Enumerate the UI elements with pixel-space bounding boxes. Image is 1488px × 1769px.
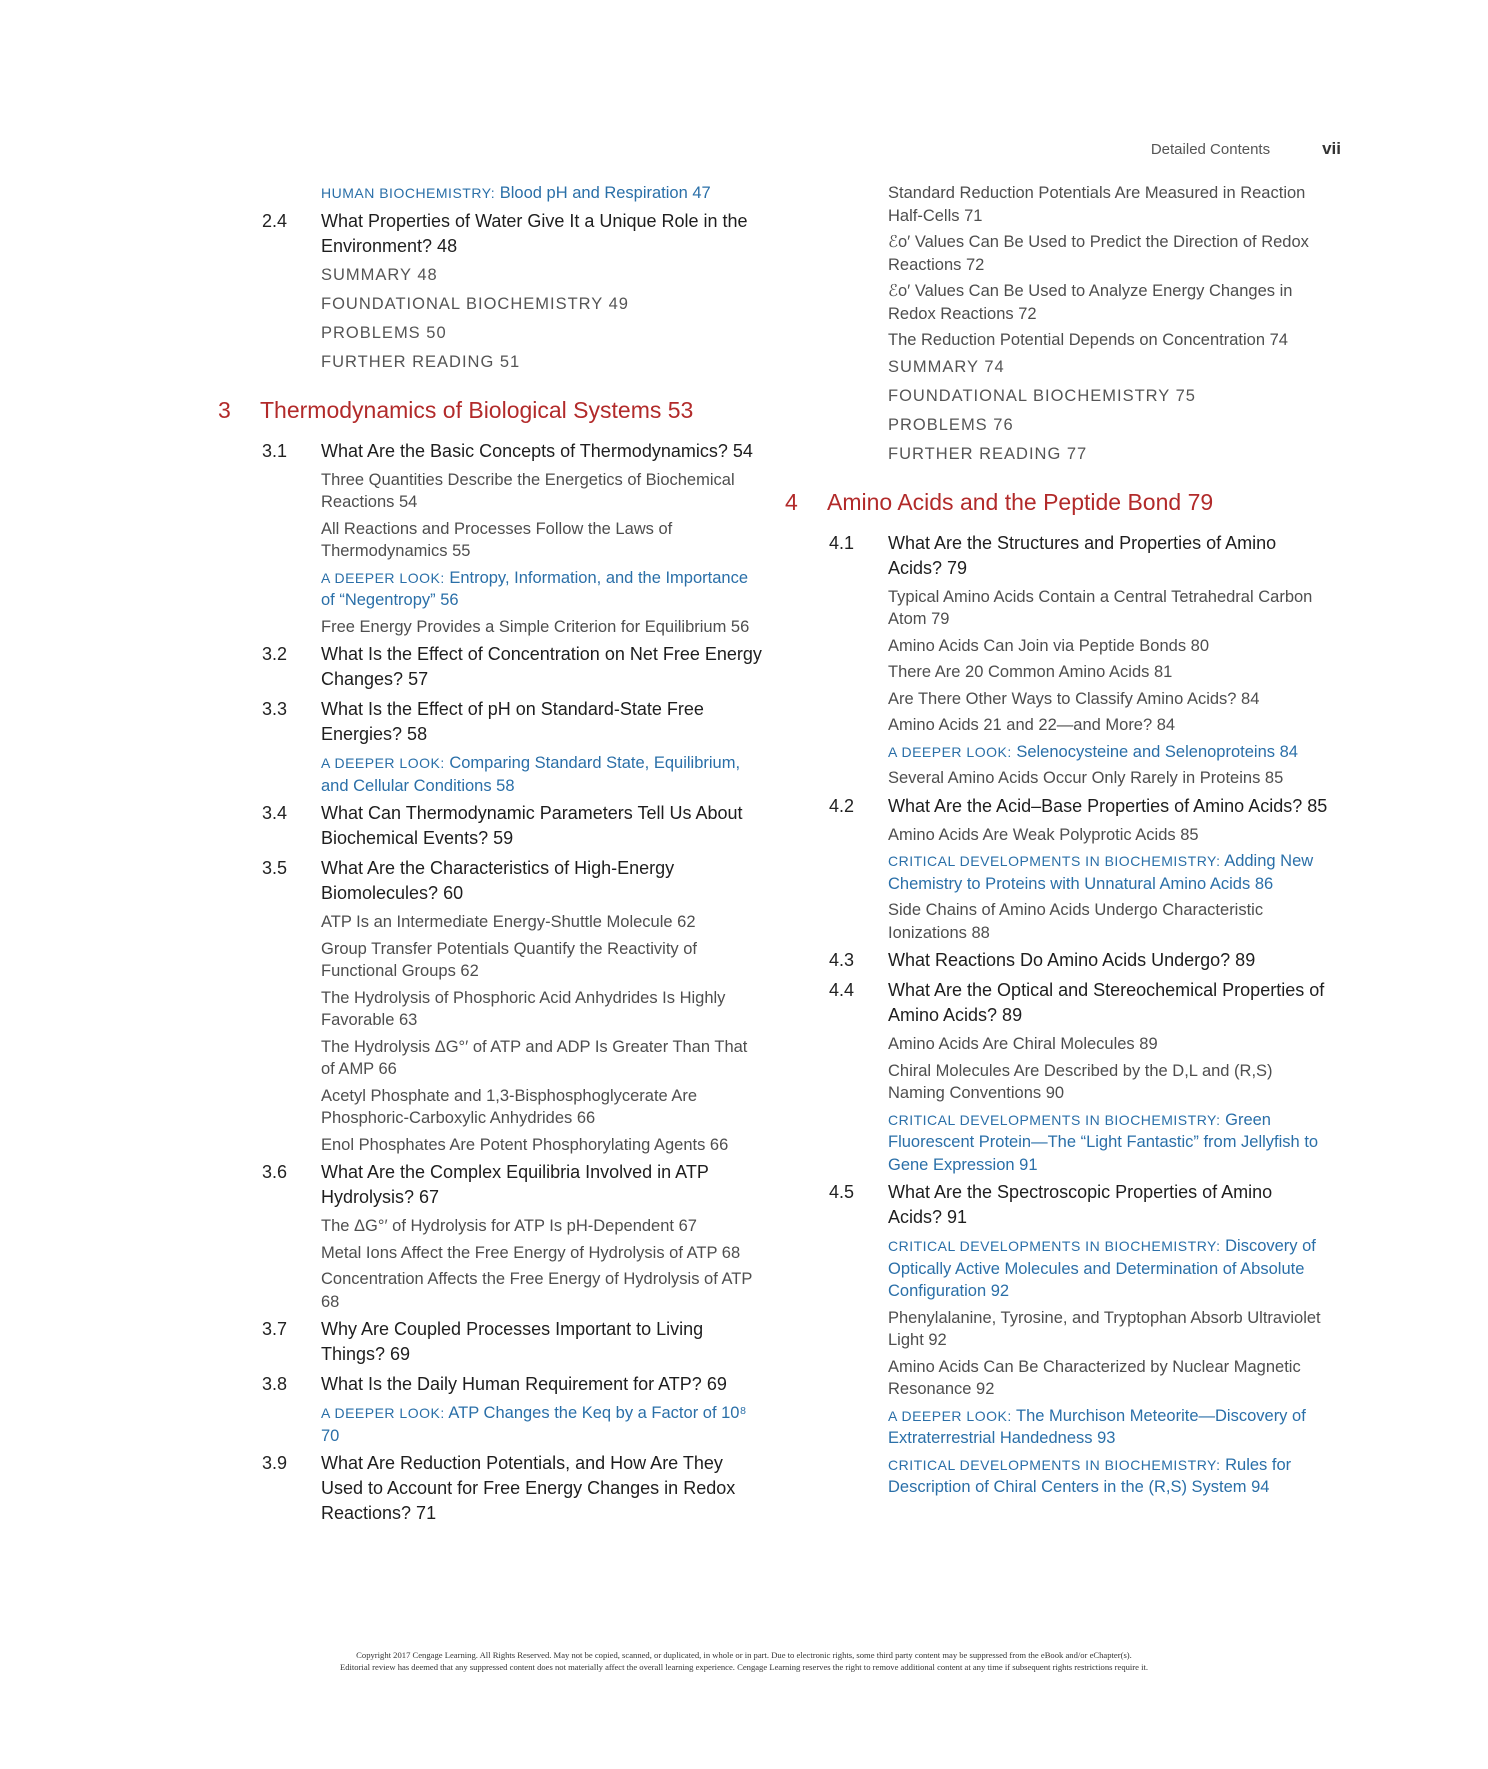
toc-feature-box <box>785 850 1330 895</box>
subsection-title: Concentration Affects the Free Energy of Hydrolysis of ATP 68 <box>321 1270 753 1311</box>
subsection-title: There Are 20 Common Amino Acids 81 <box>888 663 1173 681</box>
toc-subsection <box>218 1242 763 1265</box>
section-number: 3.5 <box>262 858 288 878</box>
section-title: What Are the Acid–Base Properties of Amino Acids? 85 <box>888 795 1328 816</box>
section-number: 3.4 <box>262 803 288 823</box>
section-number: 3.2 <box>262 644 288 664</box>
toc-feature-box <box>218 1402 763 1447</box>
toc-feature-box <box>218 567 763 612</box>
toc-section <box>218 1317 763 1367</box>
section-number: 3.3 <box>262 699 288 719</box>
subsection-title: All Reactions and Processes Follow the Laws of Thermodynamics 55 <box>321 519 673 560</box>
toc-subsection <box>218 469 763 514</box>
subsection-title: Free Energy Provides a Simple Criterion for Equilibrium 56 <box>321 617 750 636</box>
section-title: What Are the Complex Equilibria Involved in ATP Hydrolysis? 67 <box>321 1162 709 1207</box>
toc-subsection <box>218 1215 763 1238</box>
subsection-title: Amino Acids Can Join via Peptide Bonds 80 <box>888 636 1210 655</box>
copyright-line-2: Editorial review has deemed that any suppressed content does not materially affect the overall learning experience. Cengage Learning reserves the right to remove additional content at any time if subsequent rights restrictions require it. <box>339 1662 1149 1672</box>
subsection-title: Metal Ions Affect the Free Energy of Hydrolysis of ATP 68 <box>321 1243 741 1262</box>
toc-section <box>218 1160 763 1210</box>
toc-subsection <box>218 987 763 1032</box>
page-number: vii <box>1322 139 1341 158</box>
section-number: 3.9 <box>262 1453 288 1473</box>
subsection-title: ATP Is an Intermediate Energy-Shuttle Molecule 62 <box>321 913 696 931</box>
toc-end-matter <box>785 443 1330 465</box>
feature-box-entry <box>888 850 1330 895</box>
feature-box-title: Entropy, Information, and the Importance of “Negentropy” 56 <box>321 568 749 609</box>
subsection-title: Several Amino Acids Occur Only Rarely in Proteins 85 <box>888 769 1284 787</box>
section-title: What Are the Spectroscopic Properties of Amino Acids? 91 <box>888 1182 1273 1227</box>
feature-box-title: Comparing Standard State, Equilibrium, and Cellular Conditions 58 <box>321 754 741 795</box>
toc-subsection <box>785 1060 1330 1105</box>
feature-box-title: Selenocysteine and Selenoproteins 84 <box>1016 742 1298 761</box>
toc-feature-box <box>218 182 763 205</box>
copyright-footer <box>0 1649 1488 1673</box>
section-title: What Are the Structures and Properties of Amino Acids? 79 <box>888 532 1277 578</box>
feature-box-entry <box>321 752 763 797</box>
subsection-title: The Hydrolysis ΔG°′ of ATP and ADP Is Greater Than That of AMP 66 <box>321 1037 748 1078</box>
toc-subsection <box>785 714 1330 737</box>
toc-end-matter <box>218 322 763 344</box>
subsection-title: Typical Amino Acids Contain a Central Tetrahedral Carbon Atom 79 <box>888 587 1313 628</box>
feature-box-label: CRITICAL DEVELOPMENTS IN BIOCHEMISTRY: <box>888 1111 1221 1128</box>
subsection-title: Amino Acids Are Chiral Molecules 89 <box>888 1035 1158 1053</box>
toc-end-matter <box>785 385 1330 407</box>
subsection-title: Amino Acids Are Weak Polyprotic Acids 85 <box>888 825 1199 844</box>
end-matter-title: SUMMARY 48 <box>321 265 438 284</box>
toc-subsection <box>218 1085 763 1130</box>
toc-subsection <box>218 1036 763 1081</box>
chapter-title: Amino Acids and the Peptide Bond 79 <box>827 488 1214 515</box>
toc-subsection <box>218 1268 763 1313</box>
toc-subsection <box>785 1033 1330 1056</box>
toc-subsection <box>218 1134 763 1157</box>
toc-subsection <box>785 182 1330 227</box>
toc-section <box>785 978 1330 1028</box>
toc-feature-box <box>785 1109 1330 1177</box>
chapter-3-heading <box>218 397 763 431</box>
chapter-4-heading <box>785 489 1330 523</box>
feature-box-entry <box>888 1109 1330 1177</box>
end-matter-title: FURTHER READING 51 <box>321 352 521 371</box>
chapter-number: 4 <box>785 488 798 515</box>
section-title: What Can Thermodynamic Parameters Tell Us About Biochemical Events? 59 <box>321 803 743 848</box>
toc-subsection <box>785 1356 1330 1401</box>
toc-feature-box <box>785 741 1330 764</box>
subsection-title: The Reduction Potential Depends on Concentration 74 <box>888 331 1288 349</box>
subsection-title: Three Quantities Describe the Energetics of Biochemical Reactions 54 <box>321 470 735 511</box>
section-title: Why Are Coupled Processes Important to Living Things? 69 <box>321 1319 704 1364</box>
toc-subsection <box>785 899 1330 944</box>
feature-box-entry <box>888 1454 1330 1499</box>
feature-box-entry <box>321 1402 763 1447</box>
feature-box-label: A DEEPER LOOK: <box>321 569 445 586</box>
subsection-title: Amino Acids 21 and 22—and More? 84 <box>888 716 1176 734</box>
toc-section <box>785 531 1330 581</box>
copyright-line-1: Copyright 2017 Cengage Learning. All Rights Reserved. May not be copied, scanned, or duplicated, in whole or in part. Due to electronic rights, some third party content may be suppressed from the eBook and/or eChapter(s). <box>356 1650 1132 1660</box>
feature-box-title: Adding New Chemistry to Proteins with Unnatural Amino Acids 86 <box>888 852 1314 893</box>
toc-section <box>785 1180 1330 1230</box>
running-header <box>1151 139 1341 159</box>
end-matter-title: FURTHER READING 77 <box>888 444 1088 463</box>
end-matter-title: FOUNDATIONAL BIOCHEMISTRY 49 <box>321 294 629 313</box>
subsection-title: ℰo′ Values Can Be Used to Predict the Direction of Redox Reactions 72 <box>888 233 1309 274</box>
toc-subsection <box>218 911 763 934</box>
subsection-title: Standard Reduction Potentials Are Measured in Reaction Half-Cells 71 <box>888 184 1306 225</box>
feature-box-label: CRITICAL DEVELOPMENTS IN BIOCHEMISTRY: <box>888 853 1221 869</box>
toc-end-matter <box>218 264 763 286</box>
feature-box-entry <box>321 567 763 612</box>
subsection-title: ℰo′ Values Can Be Used to Analyze Energy Changes in Redox Reactions 72 <box>888 282 1293 323</box>
toc-feature-box <box>785 1405 1330 1450</box>
toc-subsection <box>218 616 763 639</box>
end-matter-title: PROBLEMS 50 <box>321 323 447 342</box>
toc-feature-box <box>218 752 763 797</box>
feature-box-entry <box>888 741 1330 764</box>
toc-feature-box <box>785 1235 1330 1303</box>
toc-subsection <box>785 767 1330 790</box>
feature-box-title: The Murchison Meteorite—Discovery of Extraterrestrial Handedness 93 <box>888 1406 1306 1447</box>
end-matter-title: SUMMARY 74 <box>888 357 1005 376</box>
end-matter-title: PROBLEMS 76 <box>888 415 1014 434</box>
subsection-title: Group Transfer Potentials Quantify the Reactivity of Functional Groups 62 <box>321 939 698 980</box>
toc-section <box>218 1372 763 1397</box>
toc-end-matter <box>218 293 763 315</box>
toc-subsection <box>785 1307 1330 1352</box>
section-number: 3.1 <box>262 440 288 461</box>
toc-subsection <box>218 938 763 983</box>
feature-box-entry <box>888 1235 1330 1303</box>
toc-subsection <box>218 518 763 563</box>
subsection-title: The Hydrolysis of Phosphoric Acid Anhydrides Is Highly Favorable 63 <box>321 988 726 1029</box>
subsection-title: Are There Other Ways to Classify Amino Acids? 84 <box>888 689 1260 708</box>
right-column <box>785 182 1330 1503</box>
subsection-title: Acetyl Phosphate and 1,3-Bisphosphoglycerate Are Phosphoric-Carboxylic Anhydrides 66 <box>321 1086 698 1127</box>
subsection-title: Chiral Molecules Are Described by the D,L and (R,S) Naming Conventions 90 <box>888 1061 1273 1102</box>
section-title: What Are Reduction Potentials, and How Are They Used to Account for Free Energy Changes in Redox Reactions? 71 <box>321 1453 736 1523</box>
toc-subsection <box>785 329 1330 352</box>
section-number: 3.6 <box>262 1162 288 1182</box>
section-number: 3.8 <box>262 1374 288 1394</box>
toc-end-matter <box>218 351 763 373</box>
chapter-title: Thermodynamics of Biological Systems 53 <box>260 396 694 423</box>
toc-subsection <box>785 824 1330 847</box>
section-title: What Are the Characteristics of High-Energy Biomolecules? 60 <box>321 858 675 903</box>
toc-subsection <box>785 688 1330 711</box>
toc-section <box>785 948 1330 973</box>
toc-section <box>218 209 763 259</box>
section-title: What Are the Optical and Stereochemical Properties of Amino Acids? 89 <box>888 980 1325 1025</box>
feature-box-label: A DEEPER LOOK: <box>888 1407 1012 1424</box>
feature-box-label: CRITICAL DEVELOPMENTS IN BIOCHEMISTRY: <box>888 1238 1221 1254</box>
feature-box-title: Green Fluorescent Protein—The “Light Fantastic” from Jellyfish to Gene Expression 91 <box>888 1110 1319 1174</box>
feature-box-title: Discovery of Optically Active Molecules and Determination of Absolute Configuration 92 <box>888 1237 1316 1300</box>
feature-box-title: Blood pH and Respiration 47 <box>499 184 711 202</box>
toc-section <box>785 794 1330 819</box>
toc-subsection <box>785 586 1330 631</box>
toc-section <box>218 642 763 692</box>
feature-box-label: CRITICAL DEVELOPMENTS IN BIOCHEMISTRY: <box>888 1456 1221 1473</box>
section-title: What Is the Effect of pH on Standard-State Free Energies? 58 <box>321 699 704 744</box>
section-number: 4.5 <box>829 1182 855 1202</box>
toc-section <box>218 697 763 747</box>
toc-section <box>218 439 763 464</box>
toc-subsection <box>785 661 1330 684</box>
feature-box-label: A DEEPER LOOK: <box>321 755 445 771</box>
end-matter-title: FOUNDATIONAL BIOCHEMISTRY 75 <box>888 386 1196 405</box>
feature-box-title: ATP Changes the Keq by a Factor of 10⁸ 70 <box>321 1404 747 1445</box>
subsection-title: Amino Acids Can Be Characterized by Nuclear Magnetic Resonance 92 <box>888 1357 1301 1398</box>
chapter-number: 3 <box>218 396 231 423</box>
feature-box-label: A DEEPER LOOK: <box>888 743 1012 760</box>
toc-subsection <box>785 231 1330 276</box>
section-title: What Reactions Do Amino Acids Undergo? 89 <box>888 950 1256 970</box>
feature-box-label: A DEEPER LOOK: <box>321 1405 445 1421</box>
toc-end-matter <box>785 356 1330 378</box>
section-number: 3.7 <box>262 1319 288 1339</box>
subsection-title: Side Chains of Amino Acids Undergo Characteristic Ionizations 88 <box>888 901 1264 942</box>
feature-box-label: HUMAN BIOCHEMISTRY: <box>321 185 496 201</box>
section-number: 4.4 <box>829 980 855 1000</box>
section-number: 4.3 <box>829 950 855 970</box>
toc-section <box>218 856 763 906</box>
subsection-title: Phenylalanine, Tyrosine, and Tryptophan Absorb Ultraviolet Light 92 <box>888 1308 1321 1349</box>
toc-subsection <box>785 280 1330 325</box>
running-title: Detailed Contents <box>1150 141 1271 158</box>
feature-box-entry <box>888 1405 1330 1450</box>
section-number: 4.2 <box>829 795 855 816</box>
section-title: What Properties of Water Give It a Unique Role in the Environment? 48 <box>321 210 748 256</box>
feature-box-title: Rules for Description of Chiral Centers in the (R,S) System 94 <box>888 1455 1292 1496</box>
toc-subsection <box>785 635 1330 658</box>
toc-section <box>218 801 763 851</box>
section-title: What Is the Daily Human Requirement for ATP? 69 <box>321 1374 727 1394</box>
section-number: 4.1 <box>829 532 855 553</box>
toc-feature-box <box>785 1454 1330 1499</box>
toc-end-matter <box>785 414 1330 436</box>
section-title: What Are the Basic Concepts of Thermodynamics? 54 <box>321 440 753 461</box>
feature-box-entry <box>321 182 763 205</box>
subsection-title: Enol Phosphates Are Potent Phosphorylating Agents 66 <box>321 1135 729 1154</box>
toc-section <box>218 1451 763 1526</box>
section-number: 2.4 <box>262 210 288 231</box>
left-column <box>218 182 763 1531</box>
section-title: What Is the Effect of Concentration on Net Free Energy Changes? 57 <box>321 644 762 689</box>
subsection-title: The ΔG°′ of Hydrolysis for ATP Is pH-Dependent 67 <box>321 1217 697 1235</box>
